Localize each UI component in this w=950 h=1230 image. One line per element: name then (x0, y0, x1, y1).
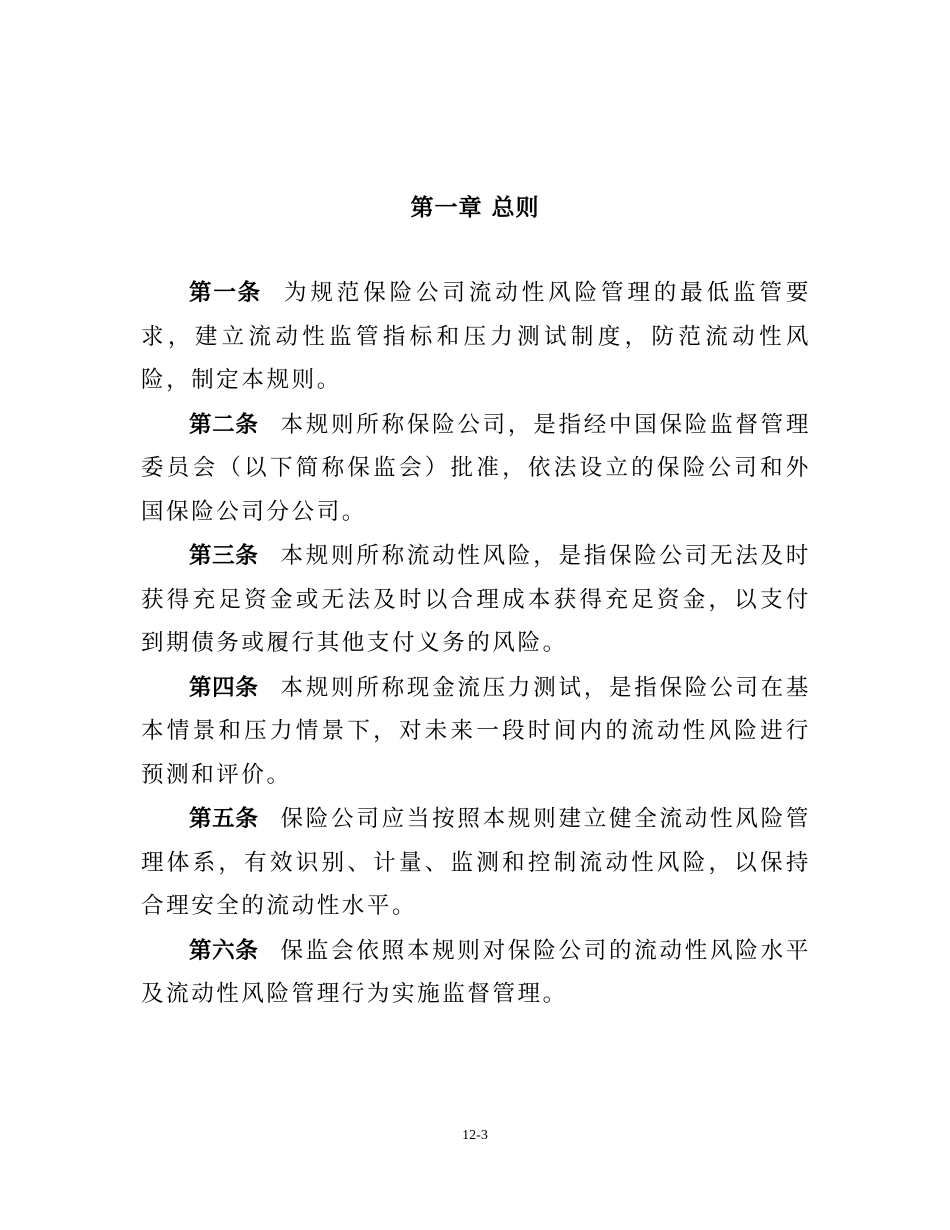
article-3 (141, 535, 811, 666)
article-5 (141, 798, 811, 929)
chapter-title: 第一章 总则 (410, 195, 540, 221)
article-text: 保险公司应当按照本规则建立健全流动性风险管理体系，有效识别、计量、监测和控制流动性风险，以保持合理安全的流动性水平。 (141, 806, 811, 919)
article-number: 第六条 (189, 937, 259, 964)
article-2 (141, 404, 811, 535)
article-number: 第二条 (189, 411, 259, 438)
article-number: 第三条 (189, 543, 259, 569)
article-text: 为规范保险公司流动性风险管理的最低监管要求，建立流动性监管指标和压力测试制度，防范流动性风险，制定本规则。 (141, 280, 811, 393)
article-6 (141, 930, 811, 1017)
article-number: 第四条 (189, 674, 259, 701)
article-text: 本规则所称流动性风险，是指保险公司无法及时获得充足资金或无法及时以合理成本获得充足资金，以支付到期债务或履行其他支付义务的风险。 (141, 543, 811, 656)
articles-body (141, 272, 811, 1018)
article-number: 第五条 (189, 806, 259, 832)
article-4 (141, 667, 811, 798)
article-text: 保监会依照本规则对保险公司的流动性风险水平及流动性风险管理行为实施监督管理。 (141, 937, 811, 1007)
article-1 (141, 272, 811, 403)
article-number: 第一条 (189, 280, 262, 306)
article-text: 本规则所称现金流压力测试，是指保险公司在基本情景和压力情景下，对未来一段时间内的流动性风险进行预测和评价。 (141, 674, 811, 788)
page-number: 12-3 (462, 1128, 488, 1143)
article-text: 本规则所称保险公司，是指经中国保险监督管理委员会（以下简称保监会）批准，依法设立的保险公司和外国保险公司分公司。 (141, 411, 811, 525)
